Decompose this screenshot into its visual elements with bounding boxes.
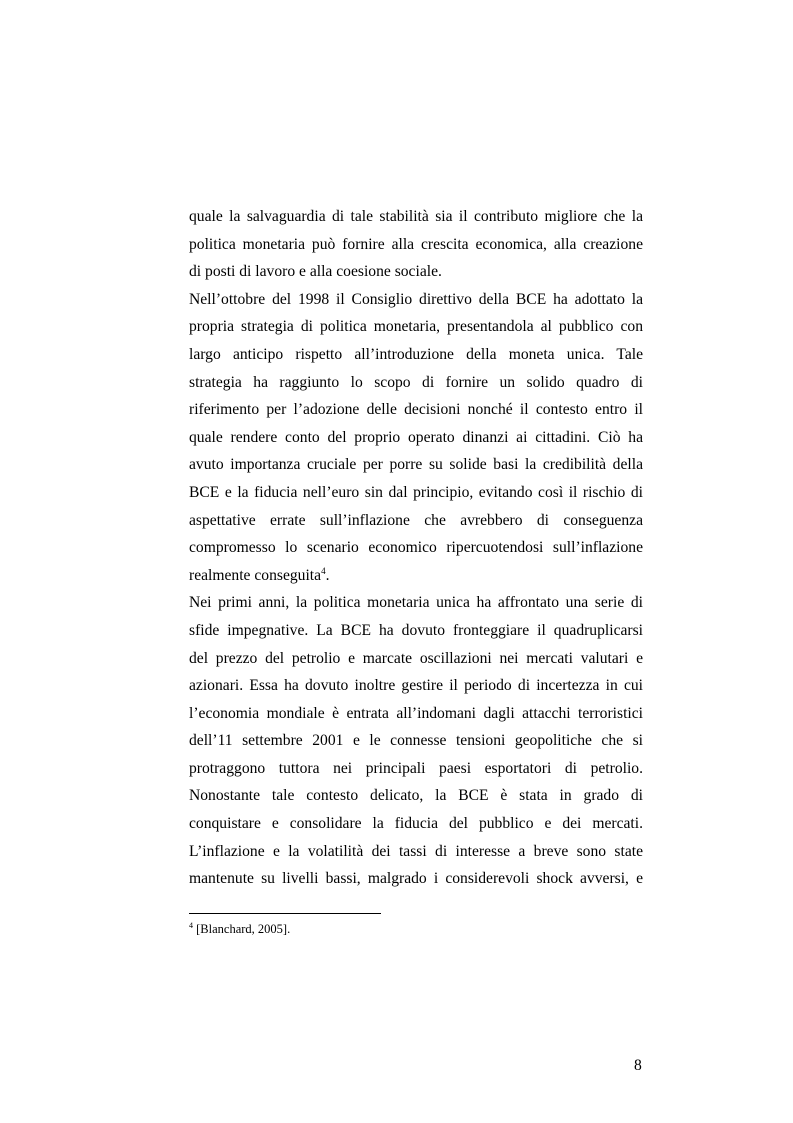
footnote-text: [Blanchard, 2005]. bbox=[193, 922, 291, 936]
text-line: mantenute su livelli bassi, malgrado i considerevoli shock avversi, e bbox=[189, 870, 643, 888]
text-line: di posti di lavoro e alla coesione sociale. bbox=[189, 263, 442, 281]
text-line: del prezzo del petrolio e marcate oscillazioni nei mercati valutari e bbox=[189, 649, 643, 667]
text-line: l’economia mondiale è entrata all’indomani dagli attacchi terroristici bbox=[189, 704, 643, 722]
text-line: quale la salvaguardia di tale stabilità sia il contributo migliore che la bbox=[189, 208, 643, 225]
body-text bbox=[189, 203, 643, 893]
text-line: sfide impegnative. La BCE ha dovuto fronteggiare il quadruplicarsi bbox=[189, 621, 643, 639]
text-line: quale rendere conto del proprio operato dinanzi ai cittadini. Ciò ha bbox=[189, 428, 643, 446]
text-line: BCE e la fiducia nell’euro sin dal principio, evitando così il rischio di bbox=[189, 483, 643, 501]
text-line: strategia ha raggiunto lo scopo di fornire un solido quadro di bbox=[189, 373, 643, 391]
text-line: Nonostante tale contesto delicato, la BCE è stata in grado di bbox=[189, 787, 643, 805]
text-line: Nell’ottobre del 1998 il Consiglio direttivo della BCE ha adottato la bbox=[189, 290, 643, 308]
text-line: compromesso lo scenario economico ripercuotendosi sull’inflazione bbox=[189, 539, 643, 557]
text-line: propria strategia di politica monetaria, presentandola al pubblico con bbox=[189, 318, 643, 336]
text-line: dell’11 settembre 2001 e le connesse tensioni geopolitiche che si bbox=[189, 732, 643, 750]
page-number: 8 bbox=[634, 1057, 642, 1074]
text-line: azionari. Essa ha dovuto inoltre gestire il periodo di incertezza in cui bbox=[189, 677, 643, 695]
paragraph-1 bbox=[189, 203, 643, 286]
paragraph-2 bbox=[189, 286, 643, 590]
text-line: Nei primi anni, la politica monetaria unica ha affrontato una serie di bbox=[189, 594, 643, 612]
text-line: riferimento per l’adozione delle decisioni nonché il contesto entro il bbox=[189, 401, 643, 419]
footnote-separator bbox=[189, 913, 381, 914]
footnote-number: 4 bbox=[189, 921, 193, 930]
text-line bbox=[189, 562, 643, 590]
footnote bbox=[189, 921, 290, 937]
paragraph-3 bbox=[189, 589, 643, 893]
text-line: largo anticipo rispetto all’introduzione della moneta unica. Tale bbox=[189, 345, 643, 363]
text-fragment: realmente conseguita bbox=[189, 566, 322, 584]
text-line: aspettative errate sull’inflazione che avrebbero di conseguenza bbox=[189, 511, 643, 529]
footnote-reference[interactable]: 4 bbox=[321, 565, 326, 576]
text-line: L’inflazione e la volatilità dei tassi di interesse a breve sono state bbox=[189, 842, 643, 860]
text-line: avuto importanza cruciale per porre su solide basi la credibilità della bbox=[189, 456, 643, 474]
text-line: protraggono tuttora nei principali paesi esportatori di petrolio. bbox=[189, 759, 643, 777]
text-fragment: . bbox=[325, 566, 330, 584]
text-line: conquistare e consolidare la fiducia del pubblico e dei mercati. bbox=[189, 815, 643, 833]
text-line: politica monetaria può fornire alla crescita economica, alla creazione bbox=[189, 235, 643, 253]
